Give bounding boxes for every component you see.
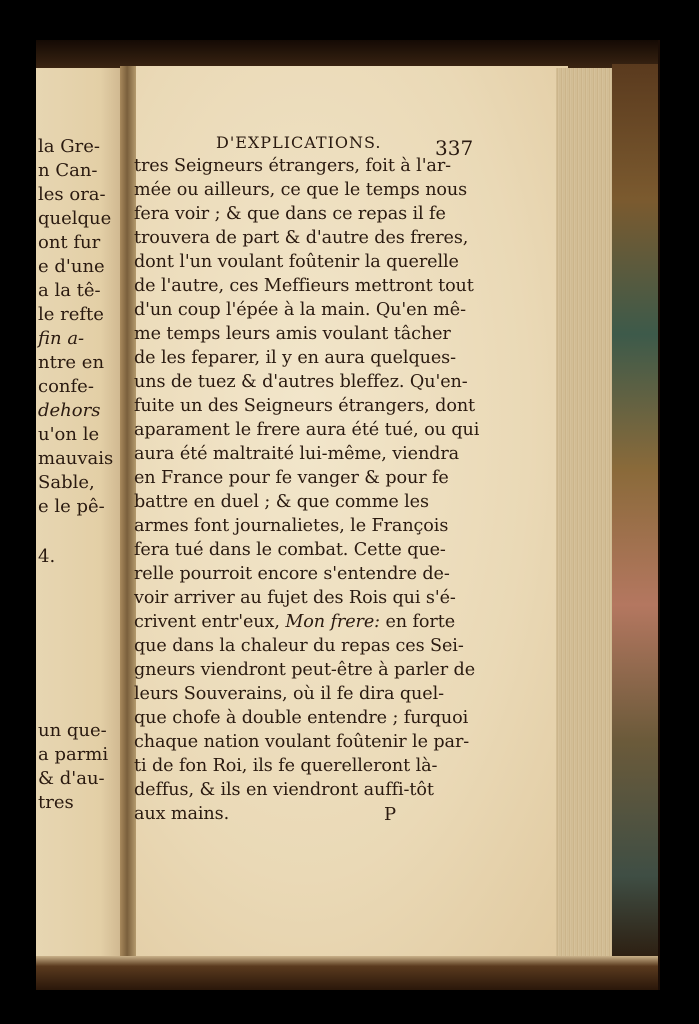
text-line: trouvera de part & d'autre des freres, [134, 228, 469, 248]
text-line: dont l'un voulant foûtenir la querelle [134, 252, 459, 272]
text-line: que chofe à double entendre ; furquoi [134, 708, 469, 728]
text-line: deffus, & ils en viendront auffi-tôt [134, 780, 434, 800]
left-page-line: un que- [38, 720, 107, 741]
text-line [134, 612, 455, 632]
text-line: en France pour fe vanger & pour fe [134, 468, 449, 488]
text-line-part: crivent entr'eux, [134, 612, 286, 632]
book-top-edge [36, 40, 658, 68]
text-line: me temps leurs amis voulant tâcher [134, 324, 451, 344]
text-line: tres Seigneurs étrangers, foit à l'ar- [134, 156, 451, 176]
text-line-part: en forte [379, 612, 456, 632]
page-edges [556, 68, 616, 963]
left-page-line: u'on le [38, 424, 100, 445]
text-line: que dans la chaleur du repas ces Sei- [134, 636, 464, 656]
left-page-line: quelque [38, 208, 112, 229]
left-page-line: fin a- [38, 328, 85, 349]
text-line: armes font journalietes, le François [134, 516, 449, 536]
left-page-line: ont fur [38, 232, 101, 253]
text-line: d'un coup l'épée à la main. Qu'en mê- [134, 300, 466, 320]
text-line: relle pourroit encore s'entendre de- [134, 564, 450, 584]
text-line: aparament le frere aura été tué, ou qui [134, 420, 480, 440]
left-page-line: Sable, [38, 472, 95, 493]
text-line: de les feparer, il y en aura quelques- [134, 348, 456, 368]
running-head: D'EXPLICATIONS. [216, 133, 382, 152]
text-line: mée ou ailleurs, ce que le temps nous [134, 180, 468, 200]
left-page-line: a la tê- [38, 280, 101, 301]
text-line: fuite un des Seigneurs étrangers, dont [134, 396, 476, 416]
left-page-line: e d'une [38, 256, 105, 277]
italic-phrase: Mon frere: [285, 612, 380, 632]
left-page-line: les ora- [38, 184, 106, 205]
text-line: voir arriver au fujet des Rois qui s'é- [134, 588, 456, 608]
signature-mark: P [384, 804, 397, 825]
left-page-line: n Can- [38, 160, 98, 181]
text-line: fera tué dans le combat. Cette que- [134, 540, 446, 560]
page-number: 337 [435, 136, 474, 160]
left-page-line: dehors [38, 400, 101, 421]
text-line: fera voir ; & que dans ce repas il fe [134, 204, 446, 224]
left-page-line: 4. [38, 546, 56, 567]
left-page-line: a parmi [38, 744, 109, 765]
marbled-cover-edge [612, 64, 658, 966]
text-line: aux mains. [134, 804, 230, 824]
left-page-line: e le pê- [38, 496, 105, 517]
left-page-line: la Gre- [38, 136, 100, 157]
text-line: de l'autre, ces Meffieurs mettront tout [134, 276, 474, 296]
left-page-line: mauvais [38, 448, 114, 469]
text-line: aura été maltraité lui-même, viendra [134, 444, 460, 464]
text-line: leurs Souverains, où il fe dira quel- [134, 684, 444, 704]
text-line: gneurs viendront peut-être à parler de [134, 660, 476, 680]
text-line: battre en duel ; & que comme les [134, 492, 429, 512]
left-page-line: ntre en [38, 352, 105, 373]
text-line: uns de tuez & d'autres bleffez. Qu'en- [134, 372, 468, 392]
left-page-line: & d'au- [38, 768, 105, 789]
text-line: chaque nation voulant foûtenir le par- [134, 732, 470, 752]
book-bottom-edge [36, 956, 658, 990]
text-line: ti de fon Roi, ils fe querelleront là- [134, 756, 438, 776]
left-page-line: le refte [38, 304, 104, 325]
left-page-line: tres [38, 792, 74, 813]
left-page-line: confe- [38, 376, 94, 397]
